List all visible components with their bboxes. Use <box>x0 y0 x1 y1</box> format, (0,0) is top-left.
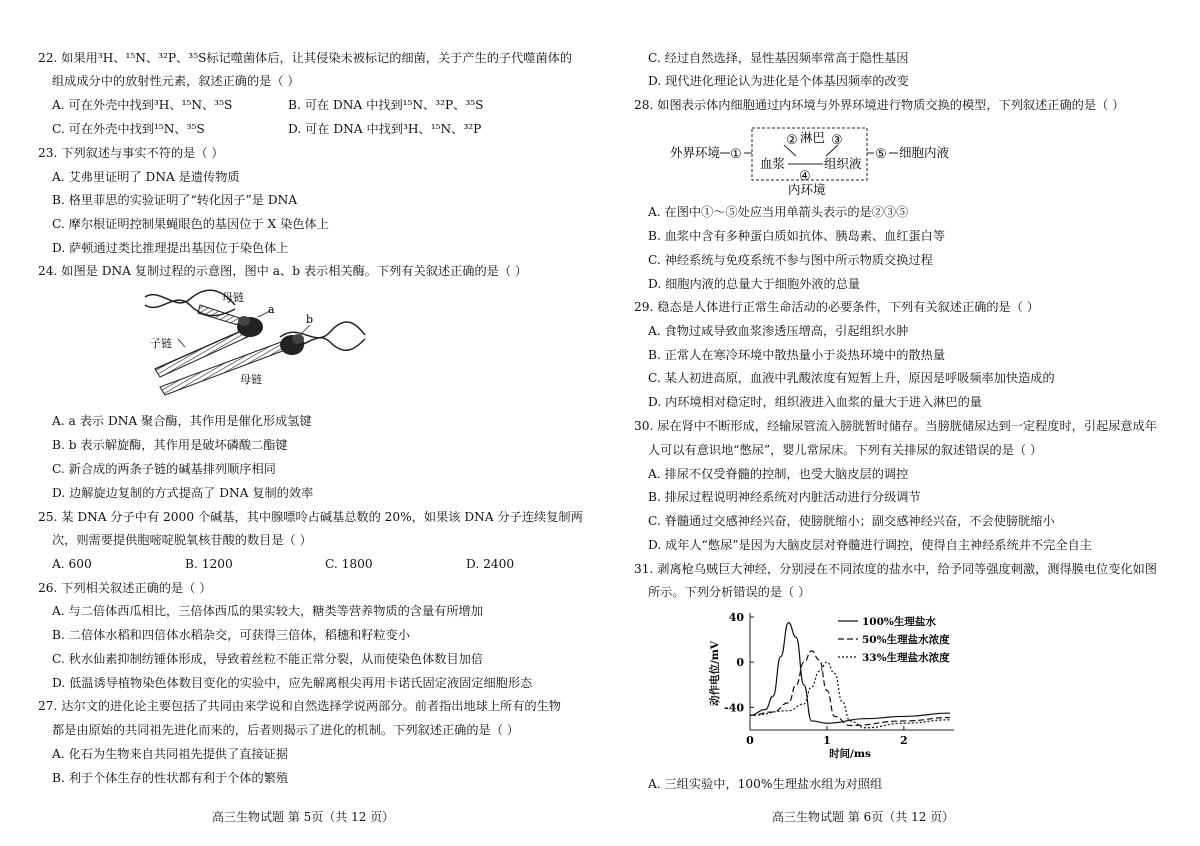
y-axis-label: 动作电位/mV <box>709 640 721 707</box>
q31-line1: 31. 剥离枪乌贼巨大神经，分别浸在不同浓度的盐水中，给予同等强度刺激，测得膜电位变化如图 <box>634 562 1157 576</box>
q28-option-c: C. 神经系统与免疫系统不参与图中所示物质交换过程 <box>648 253 933 267</box>
label-child-strand: 子链 <box>150 337 172 350</box>
q29-option-a: A. 食物过咸导致血浆渗透压增高，引起组织水肿 <box>648 324 909 338</box>
page-footer-5: 高三生物试题 第 5页（共 12 页） <box>212 810 395 824</box>
x-axis-label: 时间/ms <box>829 748 871 760</box>
q26-stem: 26. 下列相关叙述正确的是（ ） <box>38 581 212 595</box>
q22-line1: 22. 如果用³H、¹⁵N、³²P、³⁵S标记噬菌体后，让其侵染未被标记的细菌，关于产生的子代噬菌体的 <box>38 51 573 65</box>
q27-line2: 都是由原始的共同祖先进化而来的，后者则揭示了进化的机制。下列叙述正确的是（ ） <box>52 723 519 737</box>
label-tissue-fluid: 组织液 <box>824 156 862 171</box>
q30-line2: 人可以有意识地“憋尿”，婴儿常尿床。下列有关排尿的叙述错误的是（ ） <box>648 443 1043 457</box>
label-internal-environment: 内环境 <box>788 182 826 197</box>
q24-stem: 24. 如图是 DNA 复制过程的示意图，图中 a、b 表示相关酶。下列有关叙述正确的是（ ） <box>38 264 528 278</box>
arrow-1: ① <box>730 147 742 162</box>
q25-option-d: D. 2400 <box>466 557 515 571</box>
q28-option-d: D. 细胞内液的总量大于细胞外液的总量 <box>648 277 861 291</box>
q31-line2: 所示。下列分析错误的是（ ） <box>648 585 811 599</box>
q31-option-a: A. 三组实验中，100%生理盐水组为对照组 <box>648 777 883 791</box>
q26-option-c: C. 秋水仙素抑制纺锤体形成，导致着丝粒不能正常分裂，从而使染色体数目加倍 <box>52 652 484 666</box>
q29-option-d: D. 内环境相对稳定时，组织液进入血浆的量大于进入淋巴的量 <box>648 395 982 409</box>
label-plasma: 血浆 <box>760 156 786 171</box>
q29-stem: 29. 稳态是人体进行正常生命活动的必要条件，下列有关叙述正确的是（ ） <box>634 300 1039 314</box>
q29-option-c: C. 某人初进高原，血液中乳酸浓度有短暂上升，原因是呼吸频率加快造成的 <box>648 371 1055 385</box>
q30-option-b: B. 排尿过程说明神经系统对内脏活动进行分级调节 <box>648 490 921 504</box>
q29-option-b: B. 正常人在寒冷环境中散热量小于炎热环境中的散热量 <box>648 348 946 362</box>
q22-option-b: B. 可在 DNA 中找到¹⁵N、³²P、³⁵S <box>288 98 484 112</box>
label-intracellular-fluid: 细胞内液 <box>899 145 950 160</box>
q25-option-c: C. 1800 <box>325 557 373 571</box>
dna-replication-figure <box>140 287 370 402</box>
q25-line2: 次，则需要提供胞嘧啶脱氧核苷酸的数目是（ ） <box>52 533 312 547</box>
q27-option-b: B. 利于个体生存的性状都有利于个体的繁殖 <box>52 771 289 785</box>
q22-option-d: D. 可在 DNA 中找到³H、¹⁵N、³²P <box>288 122 482 136</box>
arrow-4: ④ <box>799 169 811 184</box>
q25-line1: 25. 某 DNA 分子中有 2000 个碱基，其中腺嘌呤占碱基总数的 20%，如果该 DNA 分子连续复制两 <box>38 510 583 524</box>
q22-line2: 组成成分中的放射性元素，叙述正确的是（ ） <box>52 74 300 88</box>
page-footer-6: 高三生物试题 第 6页（共 12 页） <box>772 810 955 824</box>
x-tick-label: 2 <box>900 734 908 747</box>
q24-option-b: B. b 表示解旋酶，其作用是破坏磷酸二酯键 <box>52 438 288 452</box>
legend-label-1: 100%生理盐水 <box>862 616 936 628</box>
arrow-5: ⑤ <box>875 147 887 162</box>
q23-option-c: C. 摩尔根证明控制果蝇眼色的基因位于 X 染色体上 <box>52 217 329 231</box>
q25-option-a: A. 600 <box>52 557 92 571</box>
q27-option-a: A. 化石为生物来自共同祖先提供了直接证据 <box>52 747 288 761</box>
q22-option-a: A. 可在外壳中找到³H、¹⁵N、³⁵S <box>52 98 233 112</box>
q23-option-a: A. 艾弗里证明了 DNA 是遗传物质 <box>52 170 240 184</box>
q28-option-a: A. 在图中①～⑤处应当用单箭头表示的是②③⑤ <box>648 205 909 219</box>
q27-option-c: C. 经过自然选择，显性基因频率常高于隐性基因 <box>648 51 909 65</box>
q28-stem: 28. 如图表示体内细胞通过内环境与外界环境进行物质交换的模型，下列叙述正确的是（ ） <box>634 98 1125 112</box>
y-tick-label: -40 <box>724 701 744 715</box>
q27-option-d: D. 现代进化理论认为进化是个体基因频率的改变 <box>648 74 909 88</box>
legend-label-3: 33%生理盐水浓度 <box>862 652 950 664</box>
label-mother-strand-2: 母链 <box>240 373 262 386</box>
y-tick-label: 40 <box>728 611 744 624</box>
q23-stem: 23. 下列叙述与事实不符的是（ ） <box>38 146 224 160</box>
q26-option-b: B. 二倍体水稻和四倍体水稻杂交，可获得三倍体，稻穗和籽粒变小 <box>52 628 410 642</box>
action-potential-chart <box>700 607 960 767</box>
legend-label-2: 50%生理盐水浓度 <box>862 634 950 646</box>
q30-option-c: C. 脊髓通过交感神经兴奋，使膀胱缩小；副交感神经兴奋，不会使膀胱缩小 <box>648 514 1055 528</box>
q24-option-c: C. 新合成的两条子链的碱基排列顺序相同 <box>52 462 276 476</box>
arrow-2: ② <box>786 133 798 148</box>
q28-option-b: B. 血浆中含有多种蛋白质如抗体、胰岛素、血红蛋白等 <box>648 229 946 243</box>
internal-environment-diagram <box>668 120 988 200</box>
q30-option-d: D. 成年人“憋尿”是因为大脑皮层对脊髓进行调控，使得自主神经系统并不完全自主 <box>648 538 1092 552</box>
q25-option-b: B. 1200 <box>185 557 233 571</box>
q30-line1: 30. 尿在肾中不断形成，经输尿管流入膀胱暂时储存。当膀胱储尿达到一定程度时，引起尿意成年 <box>634 419 1157 433</box>
q23-option-b: B. 格里菲思的实验证明了“转化因子”是 DNA <box>52 193 298 207</box>
x-tick-label: 0 <box>746 734 754 747</box>
q26-option-a: A. 与二倍体西瓜相比，三倍体西瓜的果实较大，糖类等营养物质的含量有所增加 <box>52 604 483 618</box>
q26-option-d: D. 低温诱导植物染色体数目变化的实验中，应先解离根尖再用卡诺氏固定液固定细胞形态 <box>52 676 533 690</box>
q22-option-c: C. 可在外壳中找到¹⁵N、³⁵S <box>52 122 205 136</box>
q23-option-d: D. 萨顿通过类比推理提出基因位于染色体上 <box>52 241 289 255</box>
q24-option-a: A. a 表示 DNA 聚合酶，其作用是催化形成氢键 <box>52 414 312 428</box>
x-tick-label: 1 <box>823 734 831 747</box>
arrow-3: ③ <box>831 133 843 148</box>
label-mother-strand-1: 母链 <box>222 291 244 304</box>
series-line-3 <box>750 662 950 728</box>
q30-option-a: A. 排尿不仅受脊髓的控制，也受大脑皮层的调控 <box>648 467 909 481</box>
q24-option-d: D. 边解旋边复制的方式提高了 DNA 复制的效率 <box>52 486 314 500</box>
label-lymph: 淋巴 <box>800 130 826 145</box>
label-b: b <box>306 313 314 326</box>
label-outer-environment: 外界环境 <box>670 145 721 160</box>
q27-line1: 27. 达尔文的进化论主要包括了共同由来学说和自然选择学说两部分。前者指出地球上所有的生物 <box>38 699 561 713</box>
label-a: a <box>268 303 275 316</box>
y-tick-label: 0 <box>736 656 744 670</box>
